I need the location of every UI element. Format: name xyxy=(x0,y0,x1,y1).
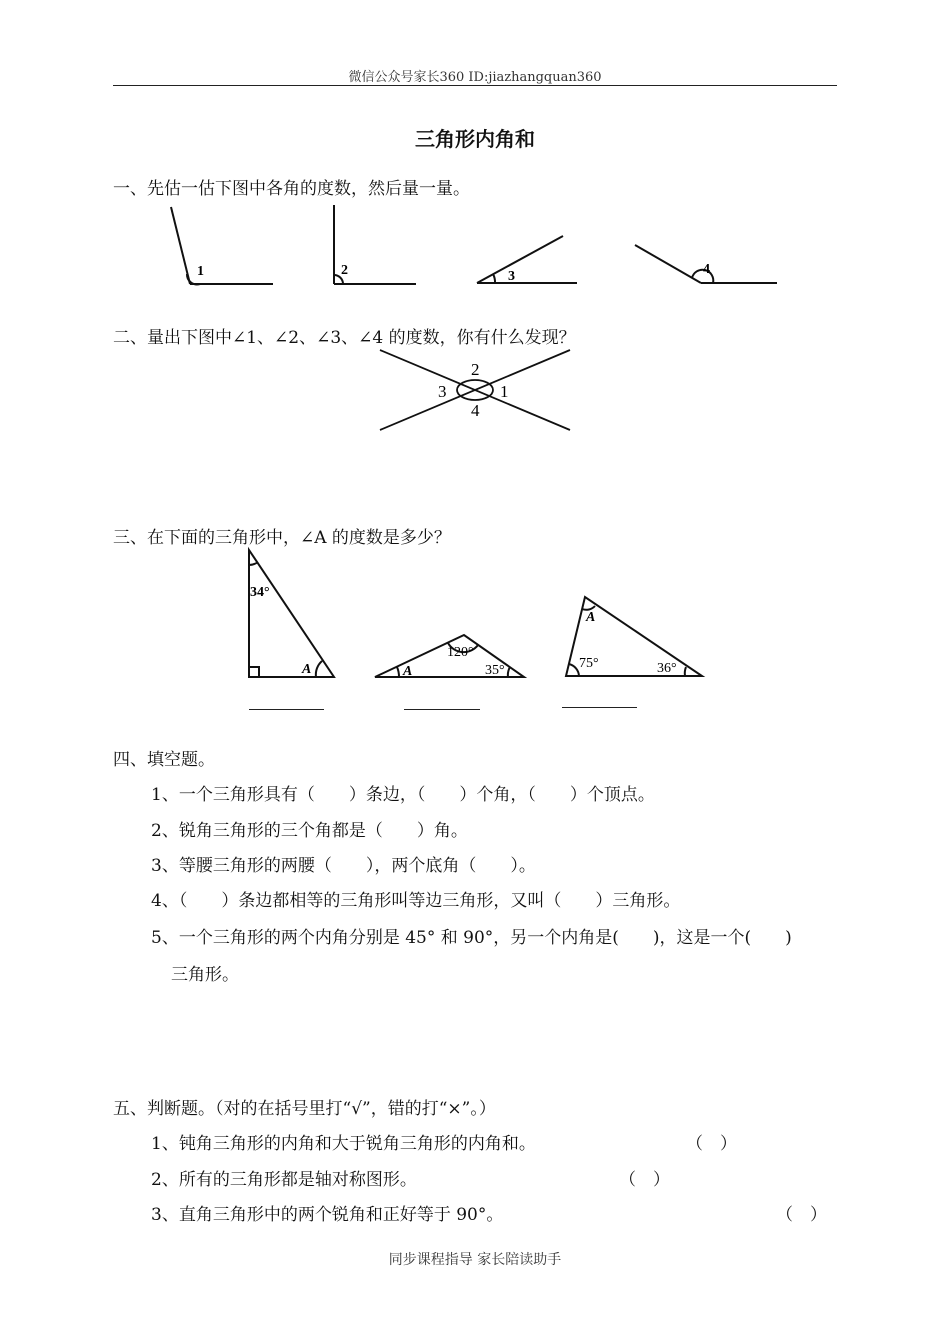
q2-angle-label-4: 4 xyxy=(471,401,480,420)
q4-item-1: 1、一个三角形具有（ ）条边，（ ）个角，（ ）个顶点。 xyxy=(151,785,655,805)
q1-angle-label-3: 3 xyxy=(508,269,515,284)
q5-item-2-text: 2、所有的三角形都是轴对称图形。 xyxy=(151,1170,417,1190)
q2-prompt: 二、量出下图中∠1、∠2、∠3、∠4 的度数，你有什么发现？ xyxy=(113,328,576,348)
q3-prompt: 三、在下面的三角形中，∠A 的度数是多少？ xyxy=(113,528,451,548)
q4-prompt: 四、填空题。 xyxy=(113,750,215,770)
q3-tri2-angle-35: 35° xyxy=(485,663,505,678)
q5-item-3-text: 3、直角三角形中的两个锐角和正好等于 90°。 xyxy=(151,1205,504,1225)
q4-item-2: 2、锐角三角形的三个角都是（ ）角。 xyxy=(151,821,468,841)
q5-item-1-text: 1、钝角三角形的内角和大于锐角三角形的内角和。 xyxy=(151,1134,536,1154)
page-title: 三角形内角和 xyxy=(415,127,535,151)
q2-angle-label-1: 1 xyxy=(500,382,509,401)
q1-angle-label-1: 1 xyxy=(197,264,204,279)
q5-prompt: 五、判断题。（对的在括号里打“√”，错的打“×”。） xyxy=(113,1099,496,1119)
q3-answer-blank-3[interactable] xyxy=(562,707,637,708)
q3-tri3-angle-36: 36° xyxy=(657,661,677,676)
q3-triangle-1 xyxy=(249,550,334,677)
q5-item-2-bracket[interactable]: （ ） xyxy=(619,1170,670,1190)
q1-angle-label-4: 4 xyxy=(703,262,710,277)
page-header-source: 微信公众号家长360 ID:jiazhangquan360 xyxy=(348,70,602,85)
q3-answer-blank-1[interactable] xyxy=(249,709,324,710)
q3-tri3-angle-75: 75° xyxy=(579,656,599,671)
q3-tri3-label-A: A xyxy=(586,610,596,625)
q3-tri2-label-A: A xyxy=(403,664,413,679)
q3-tri1-label-A: A xyxy=(302,662,312,677)
q2-angle-label-3: 3 xyxy=(438,382,447,401)
q2-angle-label-2: 2 xyxy=(471,360,480,379)
q3-tri2-angle-120: 120° xyxy=(447,645,474,660)
q4-item-3: 3、等腰三角形的两腰（ ），两个底角（ ）。 xyxy=(151,856,536,876)
q3-answer-blank-2[interactable] xyxy=(404,709,480,710)
q1-prompt: 一、先估一估下图中各角的度数，然后量一量。 xyxy=(113,179,470,199)
page-footer: 同步课程指导 家长陪读助手 xyxy=(388,1252,562,1268)
q5-item-3-bracket[interactable]: （ ） xyxy=(776,1205,827,1225)
q5-item-1-bracket[interactable]: （ ） xyxy=(686,1134,737,1154)
q4-item-5-continued: 三角形。 xyxy=(171,965,239,985)
q3-tri1-angle-34: 34° xyxy=(250,585,270,600)
q4-item-4: 4、（ ）条边都相等的三角形叫等边三角形，又叫（ ）三角形。 xyxy=(151,891,681,911)
q4-item-5: 5、一个三角形的两个内角分别是 45° 和 90°，另一个内角是( )，这是一个( ) xyxy=(151,928,792,948)
q1-angle-label-2: 2 xyxy=(341,263,348,278)
